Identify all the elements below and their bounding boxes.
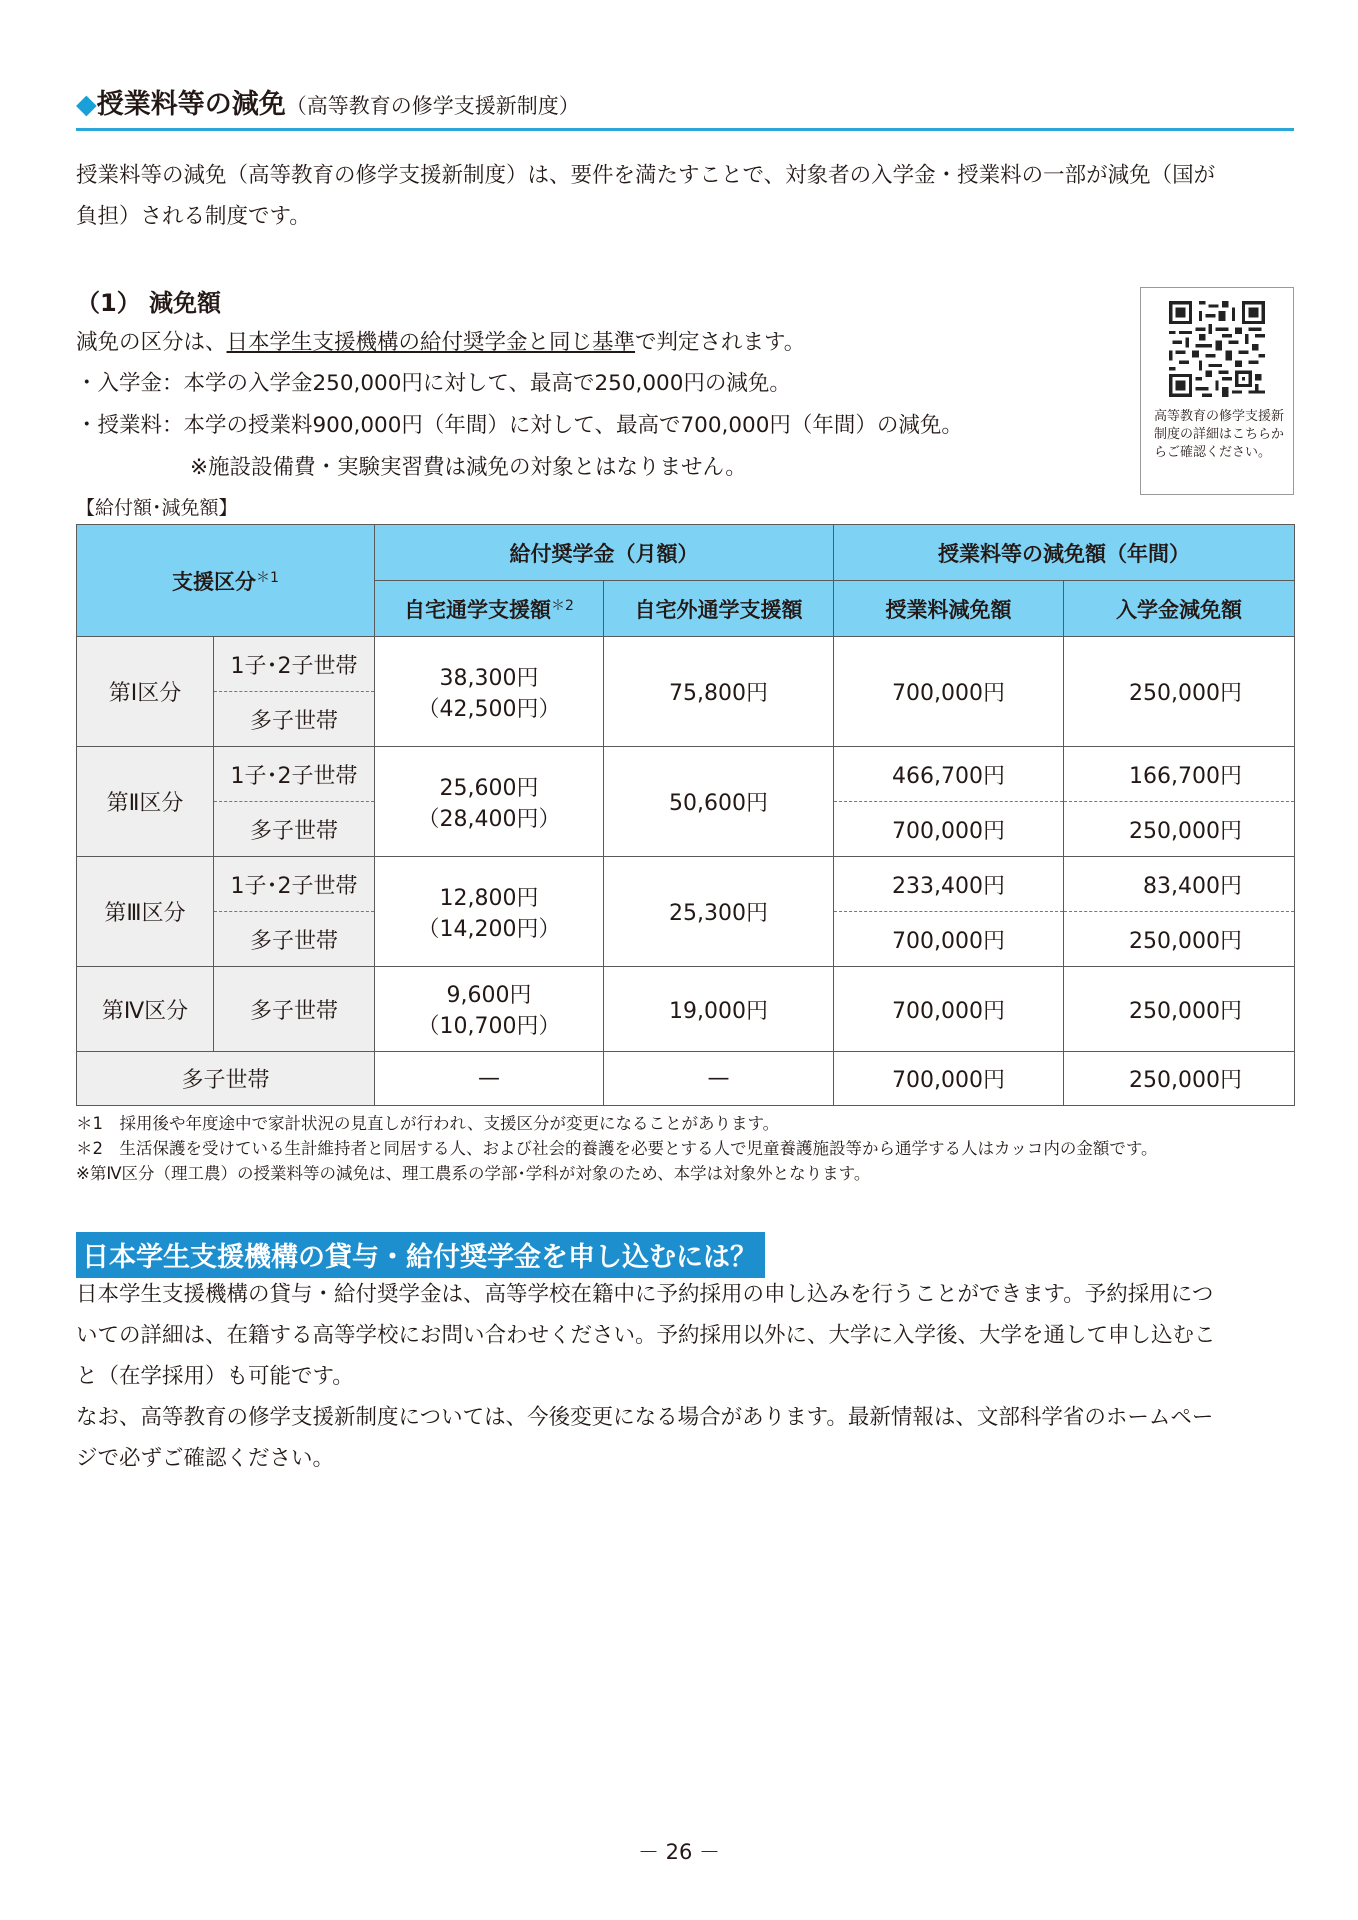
away-amount-cell: 25,300円 <box>604 857 834 967</box>
category-cell: 第Ⅱ区分 <box>77 747 214 857</box>
household-cell: 多子世帯 <box>214 912 375 967</box>
household-cell: 多子世帯 <box>214 692 375 747</box>
footnote: ※第Ⅳ区分（理工農）の授業料等の減免は、理工農系の学部･学科が対象のため、本学は対象外となります。 <box>76 1164 871 1183</box>
header-scholarship-group: 給付奨学金（月額） <box>375 525 834 581</box>
heading-subtitle: （高等教育の修学支援新制度） <box>285 94 580 118</box>
tuition-reduction-cell: 700,000円 <box>834 637 1064 747</box>
tuition-reduction-cell: 700,000円 <box>834 967 1064 1052</box>
household-cell: 1子･2子世帯 <box>214 747 375 802</box>
header-support-category: 支援区分$^{*1}$ <box>77 525 375 637</box>
page-number: － 26 － <box>637 1840 721 1864</box>
household-cell: 1子･2子世帯 <box>214 637 375 692</box>
section-heading <box>76 82 580 121</box>
header-away-commute: 自宅外通学支援額 <box>604 581 834 637</box>
bullet-tuition: ・授業料：本学の授業料900,000円（年間）に対して、最高で700,000円（年間）の減免。 <box>76 413 963 438</box>
intro-paragraph <box>76 155 1215 237</box>
home-amount-cell: — <box>375 1052 604 1106</box>
criteria-line <box>76 325 805 356</box>
section2-title: 日本学生支援機構の貸与・給付奨学金を申し込むには？ <box>76 1232 765 1278</box>
table-row <box>77 967 1295 1052</box>
away-amount-cell: 50,600円 <box>604 747 834 857</box>
tuition-reduction-cell: 700,000円 <box>834 1052 1064 1106</box>
tuition-reduction-cell: 700,000円 <box>834 912 1064 967</box>
paragraph-line: 日本学生支援機構の貸与・給付奨学金は、高等学校在籍中に予約採用の申し込みを行うことができます。予約採用につ <box>76 1282 1214 1307</box>
tuition-reduction-cell: 700,000円 <box>834 802 1064 857</box>
diamond-icon: ◆ <box>76 89 97 120</box>
category-cell: 第Ⅳ区分 <box>77 967 214 1052</box>
criteria-pre: 減免の区分は、 <box>76 330 227 355</box>
section2-paragraph <box>76 1274 1216 1479</box>
entrance-reduction-cell: 250,000円 <box>1064 967 1295 1052</box>
footnote-marker: ＊1 <box>256 569 279 586</box>
heading-rule <box>76 128 1294 131</box>
entrance-reduction-cell: 250,000円 <box>1064 637 1295 747</box>
header-tuition-reduction: 授業料減免額 <box>834 581 1064 637</box>
header-entrance-reduction: 入学金減免額 <box>1064 581 1295 637</box>
table-row <box>77 857 1295 912</box>
table-row <box>77 1052 1295 1106</box>
category-cell: 第Ⅲ区分 <box>77 857 214 967</box>
footnote: ＊2 生活保護を受けている生計維持者と同居する人、および社会的養護を必要とする人で児童養護施設等から通学する人はカッコ内の金額です。 <box>76 1139 1158 1158</box>
paragraph-line: ジで必ずご確認ください。 <box>76 1446 335 1471</box>
entrance-reduction-cell: 250,000円 <box>1064 1052 1295 1106</box>
qr-code-icon[interactable] <box>1169 301 1265 397</box>
home-amount-cell: 38,300円 （42,500円） <box>375 637 604 747</box>
criteria-post: で判定されます。 <box>635 330 806 355</box>
entrance-reduction-cell: 83,400円 <box>1064 857 1295 912</box>
entrance-reduction-cell: 166,700円 <box>1064 747 1295 802</box>
header-reduction-group: 授業料等の減免額（年間） <box>834 525 1295 581</box>
bullet-entrance-fee: ・入学金：本学の入学金250,000円に対して、最高で250,000円の減免。 <box>76 371 791 396</box>
paragraph-line: と（在学採用）も可能です。 <box>76 1364 354 1389</box>
home-amount-cell: 25,600円 （28,400円） <box>375 747 604 857</box>
header-home-commute: 自宅通学支援額$^{*2}$ <box>375 581 604 637</box>
intro-line: 負担）される制度です。 <box>76 204 311 229</box>
category-cell: 第Ⅰ区分 <box>77 637 214 747</box>
table-label: 【給付額･減免額】 <box>76 497 238 519</box>
table-row <box>77 637 1295 692</box>
table-row <box>77 747 1295 802</box>
footnote-marker: ＊2 <box>551 597 574 614</box>
household-cell: 多子世帯 <box>214 802 375 857</box>
tuition-reduction-cell: 466,700円 <box>834 747 1064 802</box>
footnote: ＊1 採用後や年度途中で家計状況の見直しが行われ、支援区分が変更になることがあります。 <box>76 1114 780 1133</box>
paragraph-line: なお、高等教育の修学支援新制度については、今後変更になる場合があります。最新情報は、文部科学省のホームペー <box>76 1405 1214 1430</box>
away-amount-cell: — <box>604 1052 834 1106</box>
away-amount-cell: 75,800円 <box>604 637 834 747</box>
category-cell: 多子世帯 <box>77 1052 375 1106</box>
tuition-reduction-cell: 233,400円 <box>834 857 1064 912</box>
criteria-underlined: 日本学生支援機構の給付奨学金と同じ基準 <box>226 330 636 355</box>
intro-line: 授業料等の減免（高等教育の修学支援新制度）は、要件を満たすことで、対象者の入学金・授業料の一部が減免（国が <box>76 163 1216 188</box>
away-amount-cell: 19,000円 <box>604 967 834 1052</box>
exclusion-note: ※施設設備費・実験実習費は減免の対象とはなりません。 <box>190 455 747 480</box>
entrance-reduction-cell: 250,000円 <box>1064 912 1295 967</box>
paragraph-line: いての詳細は、在籍する高等学校にお問い合わせください。予約採用以外に、大学に入学後、大学を通して申し込むこ <box>76 1323 1216 1348</box>
qr-box <box>1140 287 1294 495</box>
household-cell: 多子世帯 <box>214 967 375 1052</box>
table-header-row <box>77 525 1295 581</box>
heading-title: 授業料等の減免 <box>96 89 286 120</box>
support-amount-table <box>76 524 1295 1106</box>
subsection-title: （1） 減免額 <box>76 289 222 317</box>
entrance-reduction-cell: 250,000円 <box>1064 802 1295 857</box>
home-amount-cell: 9,600円 （10,700円） <box>375 967 604 1052</box>
household-cell: 1子･2子世帯 <box>214 857 375 912</box>
home-amount-cell: 12,800円 （14,200円） <box>375 857 604 967</box>
qr-caption: 高等教育の修学支援新制度の詳細はこちらからご確認ください。 <box>1154 409 1285 460</box>
